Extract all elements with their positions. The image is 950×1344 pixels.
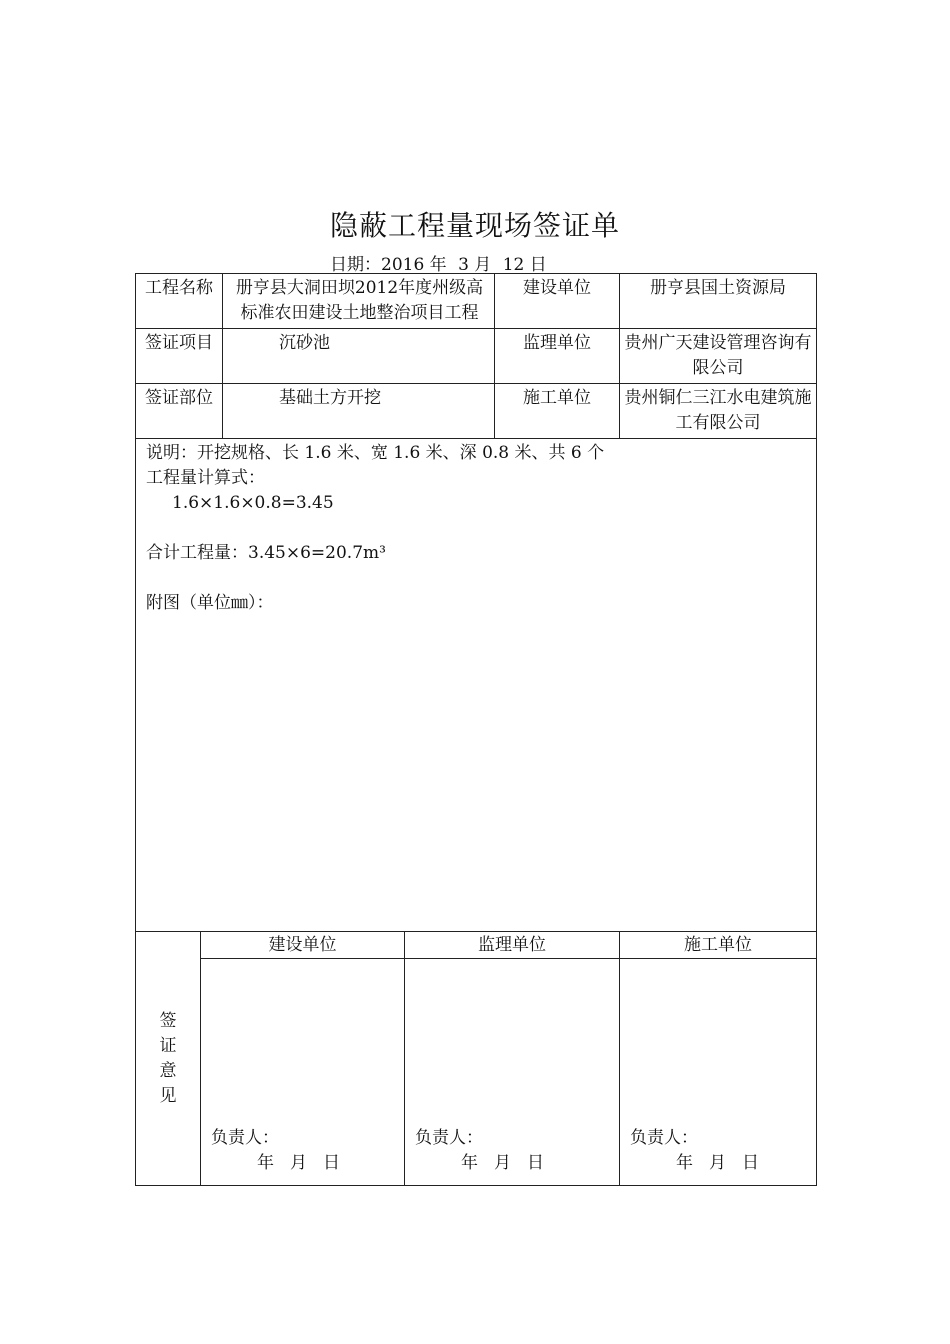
date-year: 日期：2016 年 xyxy=(330,255,447,275)
calculation-formula: 1.6×1.6×0.8=3.45 xyxy=(172,493,334,513)
signature-box-owner xyxy=(201,959,405,1186)
certification-part-label: 签证部位 xyxy=(136,384,223,439)
table-row xyxy=(136,932,817,959)
signature-box-supervision xyxy=(405,959,620,1186)
signature-box-construction xyxy=(620,959,817,1186)
owner-unit-label: 建设单位 xyxy=(495,274,620,329)
signature-column-supervision: 监理单位 xyxy=(405,932,620,959)
date-month: 3 月 xyxy=(458,255,492,275)
signature-column-construction: 施工单位 xyxy=(620,932,817,959)
document-title: 隐蔽工程量现场签证单 xyxy=(329,209,620,242)
construction-unit-label: 施工单位 xyxy=(495,384,620,439)
total-value: 3.45×6=20.7m³ xyxy=(248,543,386,563)
table-row xyxy=(136,959,817,1186)
table-row xyxy=(136,274,817,329)
certification-part-value: 基础土方开挖 xyxy=(223,384,495,439)
description-cell xyxy=(136,439,817,932)
signature-date: 年 月 日 xyxy=(461,1153,544,1173)
signature-date: 年 月 日 xyxy=(676,1153,760,1173)
responsible-person-label: 负责人： xyxy=(630,1128,699,1148)
responsible-person-label: 负责人： xyxy=(211,1128,279,1148)
project-name-label: 工程名称 xyxy=(136,274,223,329)
date-day: 12 日 xyxy=(502,255,547,275)
signature-column-owner: 建设单位 xyxy=(201,932,405,959)
signature-date: 年 月 日 xyxy=(257,1153,340,1173)
supervision-unit-label: 监理单位 xyxy=(495,329,620,384)
certification-item-value: 沉砂池 xyxy=(223,329,495,384)
certificate-table xyxy=(135,273,817,1186)
project-name-value: 册亨县大洞田坝2012年度州级高标准农田建设土地整治项目工程 xyxy=(223,274,495,329)
calculation-heading: 工程量计算式： xyxy=(146,468,265,488)
owner-unit-value: 册亨县国土资源局 xyxy=(620,274,817,329)
table-row xyxy=(136,439,817,932)
attachment-label: 附图（单位㎜）： xyxy=(146,593,274,613)
construction-unit-value: 贵州铜仁三江水电建筑施工有限公司 xyxy=(620,384,817,439)
table-row xyxy=(136,384,817,439)
responsible-person-label: 负责人： xyxy=(415,1128,483,1148)
document-date xyxy=(330,250,553,275)
description-text: 说明：开挖规格、长 1.6 米、宽 1.6 米、深 0.8 米、共 6 个 xyxy=(146,443,605,463)
supervision-unit-value: 贵州广天建设管理咨询有限公司 xyxy=(620,329,817,384)
total-label: 合计工程量： xyxy=(146,543,248,563)
table-row xyxy=(136,329,817,384)
signature-opinion-label: 签 证 意 见 xyxy=(136,932,201,1186)
certification-item-label: 签证项目 xyxy=(136,329,223,384)
total-quantity xyxy=(146,541,806,566)
